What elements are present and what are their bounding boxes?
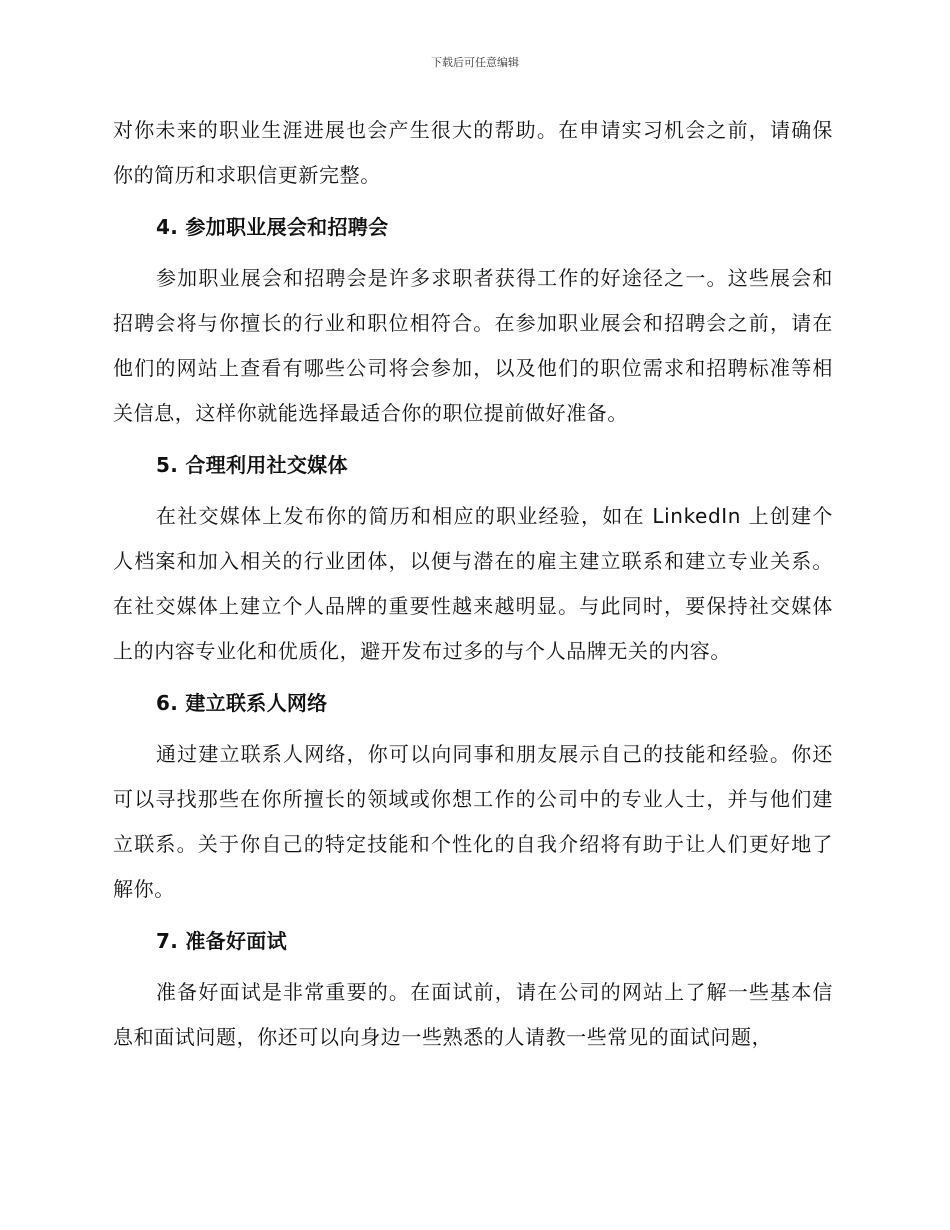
section-heading-5: 5. 合理利用社交媒体 [156, 453, 348, 477]
section-6-paragraph: 通过建立联系人网络，你可以向同事和朋友展示自己的技能和经验。你还可以寻找那些在你所擅长的领域或你想工作的公司中的专业人士，并与他们建立联系。关于你自己的特定技能和个性化的自我介绍将有助于让人们更好地了解你。 [113, 742, 833, 901]
continued-paragraph: 对你未来的职业生涯进展也会产生很大的帮助。在申请实习机会之前，请确保你的简历和求职信更新完整。 [113, 118, 833, 187]
section-heading-6: 6. 建立联系人网络 [156, 691, 328, 715]
document-body [113, 108, 833, 1060]
page-header: 下载后可任意编辑 [431, 56, 519, 69]
section-heading-7: 7. 准备好面试 [156, 929, 287, 953]
section-heading-4: 4. 参加职业展会和招聘会 [156, 215, 389, 239]
section-7-paragraph: 准备好面试是非常重要的。在面试前，请在公司的网站上了解一些基本信息和面试问题，你还可以向身边一些熟悉的人请教一些常见的面试问题， [113, 980, 833, 1049]
section-4-paragraph: 参加职业展会和招聘会是许多求职者获得工作的好途径之一。这些展会和招聘会将与你擅长的行业和职位相符合。在参加职业展会和招聘会之前，请在他们的网站上查看有哪些公司将会参加，以及他们的职位需求和招聘标准等相关信息，这样你就能选择最适合你的职位提前做好准备。 [113, 266, 833, 425]
section-5-paragraph: 在社交媒体上发布你的简历和相应的职业经验，如在 LinkedIn 上创建个人档案和加入相关的行业团体，以便与潜在的雇主建立联系和建立专业关系。在社交媒体上建立个人品牌的重要性越来越明显。与此同时，要保持社交媒体上的内容专业化和优质化，避开发布过多的与个人品牌无关的内容。 [113, 504, 833, 663]
